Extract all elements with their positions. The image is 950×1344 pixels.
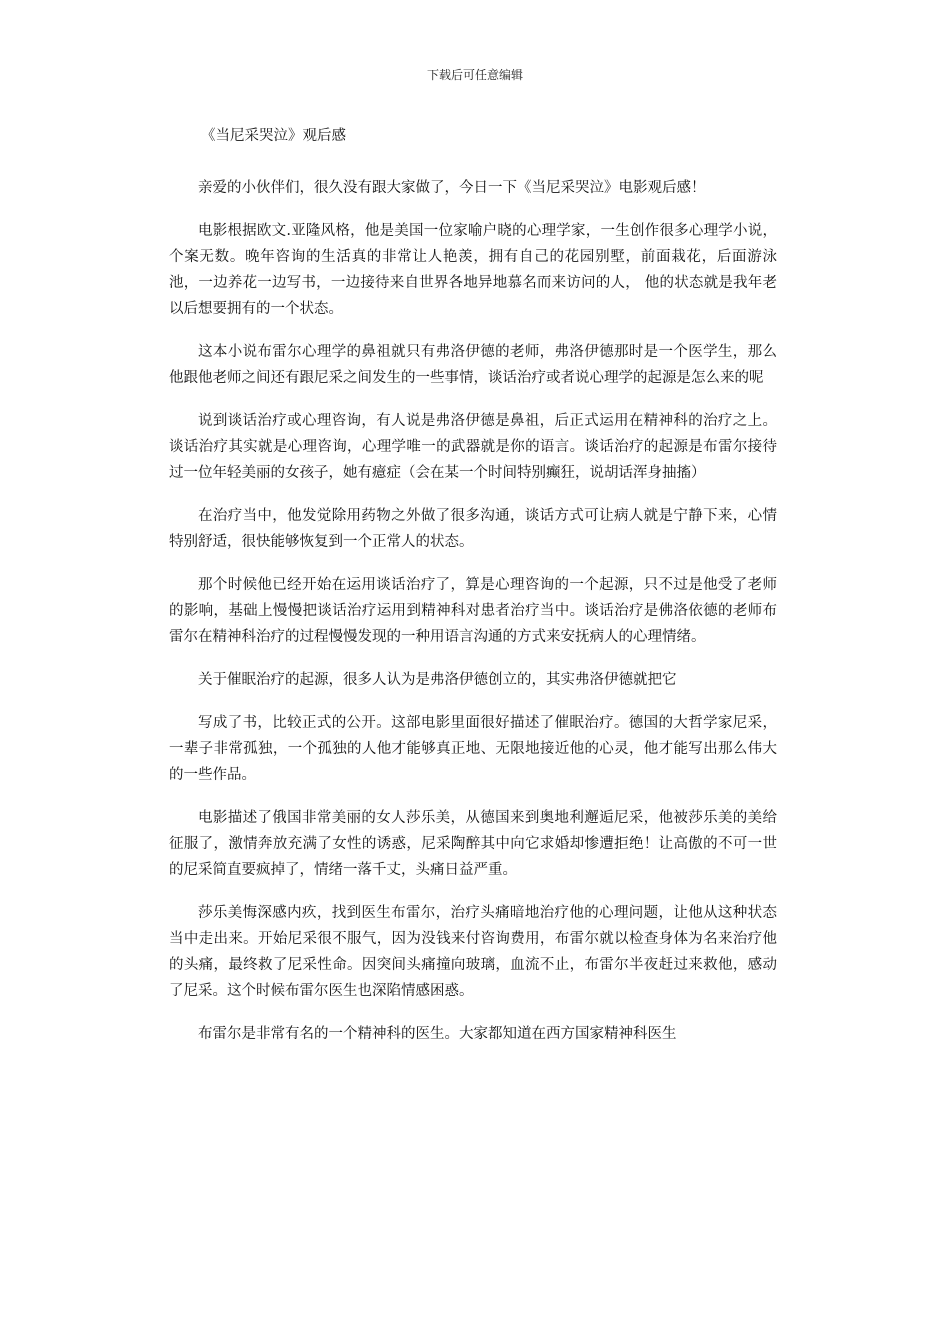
article-body [169, 123, 777, 1064]
paragraph-1: 亲爱的小伙伴们，很久没有跟大家做了，今日一下《当尼采哭泣》电影观后感！ [198, 180, 706, 196]
header-note: 下载后可任意编辑 [426, 68, 523, 82]
paragraph-2: 电影根据欧文.亚隆风格，他是美国一位家喻户晓的心理学家，一生创作很多心理学小说，个案无数。晚年咨询的生活真的非常让人艳羡，拥有自己的花园别墅，前面栽花，后面游泳池，一边养花一边写书，一边接待来自世界各地异地慕名而来访问的人， 他的状态就是我年老以后想要拥有的一个状态。 [169, 223, 777, 317]
paragraph-5: 在治疗当中，他发觉除用药物之外做了很多沟通，谈话方式可让病人就是宁静下来，心情特别舒适，很快能够恢复到一个正常人的状态。 [169, 508, 777, 550]
paragraph-3: 这本小说布雷尔心理学的鼻祖就只有弗洛伊德的老师，弗洛伊德那时是一个医学生，那么他跟他老师之间还有跟尼采之间发生的一些事情，谈话治疗或者说心理学的起源是怎么来的呢 [169, 344, 777, 386]
paragraph-4: 说到谈话治疗或心理咨询，有人说是弗洛伊德是鼻祖，后正式运用在精神科的治疗之上。谈话治疗其实就是心理咨询，心理学唯一的武器就是你的语言。谈话治疗的起源是布雷尔接待过一位年轻美丽的女孩子，她有癔症（会在某一个时间特别癫狂，说胡话浑身抽搐） [169, 413, 777, 481]
paragraph-11: 布雷尔是非常有名的一个精神科的医生。大家都知道在西方国家精神科医生 [198, 1026, 677, 1042]
article-title: 《当尼采哭泣》观后感 [201, 128, 346, 144]
paragraph-9: 电影描述了俄国非常美丽的女人莎乐美，从德国来到奥地利邂逅尼采，他被莎乐美的美给征服了，激情奔放充满了女性的诱惑，尼采陶醉其中向它求婚却惨遭拒绝！让高傲的不可一世的尼采简直要疯掉了，情绪一落千丈，头痛日益严重。 [169, 810, 777, 878]
paragraph-7: 关于催眠治疗的起源，很多人认为是弗洛伊德创立的，其实弗洛伊德就把它 [198, 672, 677, 688]
paragraph-8: 写成了书，比较正式的公开。这部电影里面很好描述了催眠治疗。德国的大哲学家尼采，一辈子非常孤独，一个孤独的人他才能够真正地、无限地接近他的心灵，他才能写出那么伟大的一些作品。 [169, 715, 777, 783]
paragraph-10: 莎乐美悔深感内疚，找到医生布雷尔，治疗头痛暗地治疗他的心理问题，让他从这种状态当中走出来。开始尼采很不服气，因为没钱来付咨询费用，布雷尔就以检查身体为名来治疗他的头痛，最终救了尼采性命。因突间头痛撞向玻璃，血流不止，布雷尔半夜赶过来救他，感动了尼采。这个时候布雷尔医生也深陷情感困惑。 [169, 905, 777, 999]
paragraph-6: 那个时候他已经开始在运用谈话治疗了，算是心理咨询的一个起源，只不过是他受了老师的影响，基础上慢慢把谈话治疗运用到精神科对患者治疗当中。谈话治疗是佛洛依德的老师布雷尔在精神科治疗的过程慢慢发现的一种用语言沟通的方式来安抚病人的心理情绪。 [169, 577, 777, 645]
